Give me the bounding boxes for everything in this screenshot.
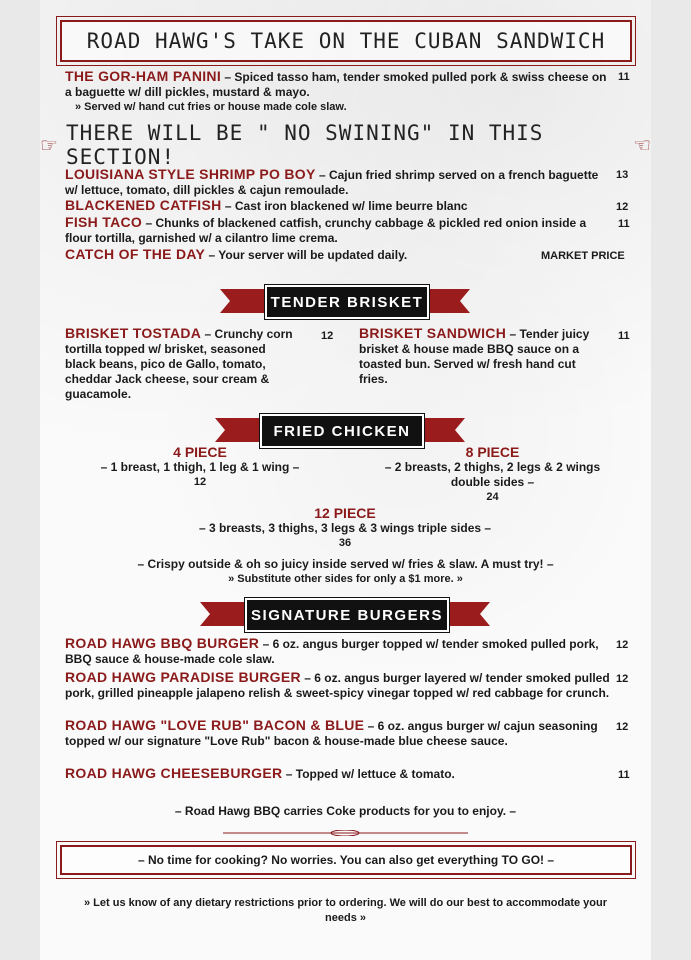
chicken-8-piece bbox=[370, 445, 615, 505]
to-go-text: – No time for cooking? No worries. You can also get everything TO GO! – bbox=[137, 853, 555, 867]
chicken-note-main: – Crispy outside & oh so juicy inside served w/ fries & slaw. A must try! – bbox=[137, 557, 554, 571]
seafood-section-header bbox=[40, 121, 651, 169]
item-name: FISH TACO bbox=[65, 214, 143, 230]
item-desc: – Cast iron blackened w/ lime beurre blanc bbox=[221, 199, 468, 213]
chicken-banner bbox=[215, 414, 465, 446]
item-price: 36 bbox=[338, 537, 352, 549]
banner-ribbon-left bbox=[220, 289, 270, 313]
item-name: BLACKENED CATFISH bbox=[65, 197, 222, 213]
item-name: ROAD HAWG BBQ BURGER bbox=[65, 635, 260, 651]
item-price: 12 bbox=[616, 721, 629, 733]
menu-item bbox=[65, 69, 610, 115]
item-price: 11 bbox=[618, 218, 630, 230]
menu-item bbox=[65, 247, 610, 263]
banner-ribbon-left bbox=[215, 418, 265, 442]
brisket-banner bbox=[220, 285, 470, 317]
menu-item bbox=[65, 718, 610, 749]
item-name: 12 PIECE bbox=[314, 505, 376, 521]
menu-item bbox=[65, 326, 297, 402]
item-price: 11 bbox=[618, 71, 630, 83]
item-price: 24 bbox=[486, 491, 499, 503]
item-name: 4 PIECE bbox=[173, 444, 227, 460]
to-go-box bbox=[60, 845, 632, 875]
item-desc: – 2 breasts, 2 thighs, 2 legs & 2 wings double sides – bbox=[384, 460, 601, 489]
chicken-4-piece bbox=[80, 445, 320, 490]
item-note: » Served w/ hand cut fries or house made cole slaw. bbox=[75, 101, 347, 113]
item-desc: – 6 oz. angus burger layered w/ tender smoked pulled pork, grilled pineapple jalapeno relish & sweet-spicy vinegar topped w/ red cabbage for crunch. bbox=[65, 671, 610, 700]
item-price: 13 bbox=[616, 169, 629, 181]
ornament-divider bbox=[223, 823, 468, 829]
item-desc: – Tender juicy brisket & house made BBQ sauce on a toasted bun. Served w/ fresh hand cut fries. bbox=[359, 327, 590, 386]
item-price: 11 bbox=[618, 769, 630, 781]
item-desc: – 3 breasts, 3 thighs, 3 legs & 3 wings triple sides – bbox=[198, 521, 492, 535]
menu-item bbox=[65, 167, 610, 198]
item-name: LOUISIANA STYLE SHRIMP PO BOY bbox=[65, 166, 316, 182]
menu-item bbox=[65, 670, 610, 701]
menu-page bbox=[40, 0, 651, 960]
item-price: 12 bbox=[616, 639, 629, 651]
item-name: BRISKET TOSTADA bbox=[65, 325, 202, 341]
item-desc: – 1 breast, 1 thigh, 1 leg & 1 wing – bbox=[100, 460, 300, 474]
item-desc: – 6 oz. angus burger topped w/ tender smoked pulled pork, BBQ sauce & house-made cole slaw. bbox=[65, 637, 599, 666]
cuban-header-text: ROAD HAWG'S TAKE ON THE CUBAN SANDWICH bbox=[86, 29, 606, 53]
burgers-header-text: SIGNATURE BURGERS bbox=[245, 598, 449, 632]
burgers-banner bbox=[200, 598, 490, 630]
brisket-header-text: TENDER BRISKET bbox=[265, 285, 429, 319]
menu-item bbox=[65, 215, 610, 246]
chicken-header-text: FRIED CHICKEN bbox=[260, 414, 424, 448]
item-desc: – Your server will be updated daily. bbox=[205, 248, 408, 262]
item-desc: – Topped w/ lettuce & tomato. bbox=[282, 767, 455, 781]
chicken-note bbox=[40, 557, 651, 587]
item-price: 11 bbox=[618, 330, 630, 342]
seafood-header-text: THERE WILL BE " NO SWINING" IN THIS SECTION! bbox=[65, 121, 544, 169]
chicken-12-piece bbox=[150, 506, 540, 551]
menu-item bbox=[65, 636, 610, 667]
banner-ribbon-left bbox=[200, 602, 250, 626]
item-price: 12 bbox=[616, 673, 629, 685]
item-name: ROAD HAWG "LOVE RUB" BACON & BLUE bbox=[65, 717, 365, 733]
item-price: 12 bbox=[321, 330, 334, 342]
pointing-hand-right-icon: ☞ bbox=[40, 134, 58, 157]
coke-note: – Road Hawg BBQ carries Coke products for you to enjoy. – bbox=[174, 804, 517, 818]
item-name: ROAD HAWG PARADISE BURGER bbox=[65, 669, 301, 685]
item-desc: – Spiced tasso ham, tender smoked pulled pork & swiss cheese on a baguette w/ dill pickles, mustard & mayo. bbox=[65, 70, 607, 99]
item-name: CATCH OF THE DAY bbox=[65, 246, 206, 262]
cuban-section-header bbox=[60, 20, 632, 62]
chicken-note-sub: » Substitute other sides for only a $1 more. » bbox=[228, 573, 463, 585]
item-name: BRISKET SANDWICH bbox=[359, 325, 507, 341]
item-name: THE GOR-HAM PANINI bbox=[65, 68, 222, 84]
item-price: MARKET PRICE bbox=[541, 250, 625, 262]
item-price: 12 bbox=[616, 201, 629, 213]
menu-item bbox=[65, 198, 610, 214]
item-desc: – Cajun fried shrimp served on a french baguette w/ lettuce, tomato, dill pickles & cajun remoulade. bbox=[65, 168, 599, 197]
item-desc: – Chunks of blackened catfish, crunchy cabbage & pickled red onion inside a flour tortilla, garnished w/ a cilantro lime crema. bbox=[65, 216, 587, 245]
item-desc: – Crunchy corn tortilla topped w/ brisket, seasoned black beans, pico de Gallo, tomato, cheddar Jack cheese, sour cream & guacamole. bbox=[65, 327, 293, 401]
item-desc: – 6 oz. angus burger w/ cajun seasoning topped w/ our signature "Love Rub" bacon & house-made blue cheese sauce. bbox=[65, 719, 598, 748]
pointing-hand-left-icon: ☜ bbox=[633, 134, 651, 157]
menu-item bbox=[65, 766, 610, 782]
item-name: 8 PIECE bbox=[465, 444, 520, 460]
item-price: 12 bbox=[193, 476, 207, 488]
menu-item bbox=[359, 326, 594, 387]
item-name: ROAD HAWG CHEESEBURGER bbox=[65, 765, 283, 781]
dietary-note: » Let us know of any dietary restrictions prior to ordering. We will do our best to accommodate your needs » bbox=[84, 897, 607, 924]
